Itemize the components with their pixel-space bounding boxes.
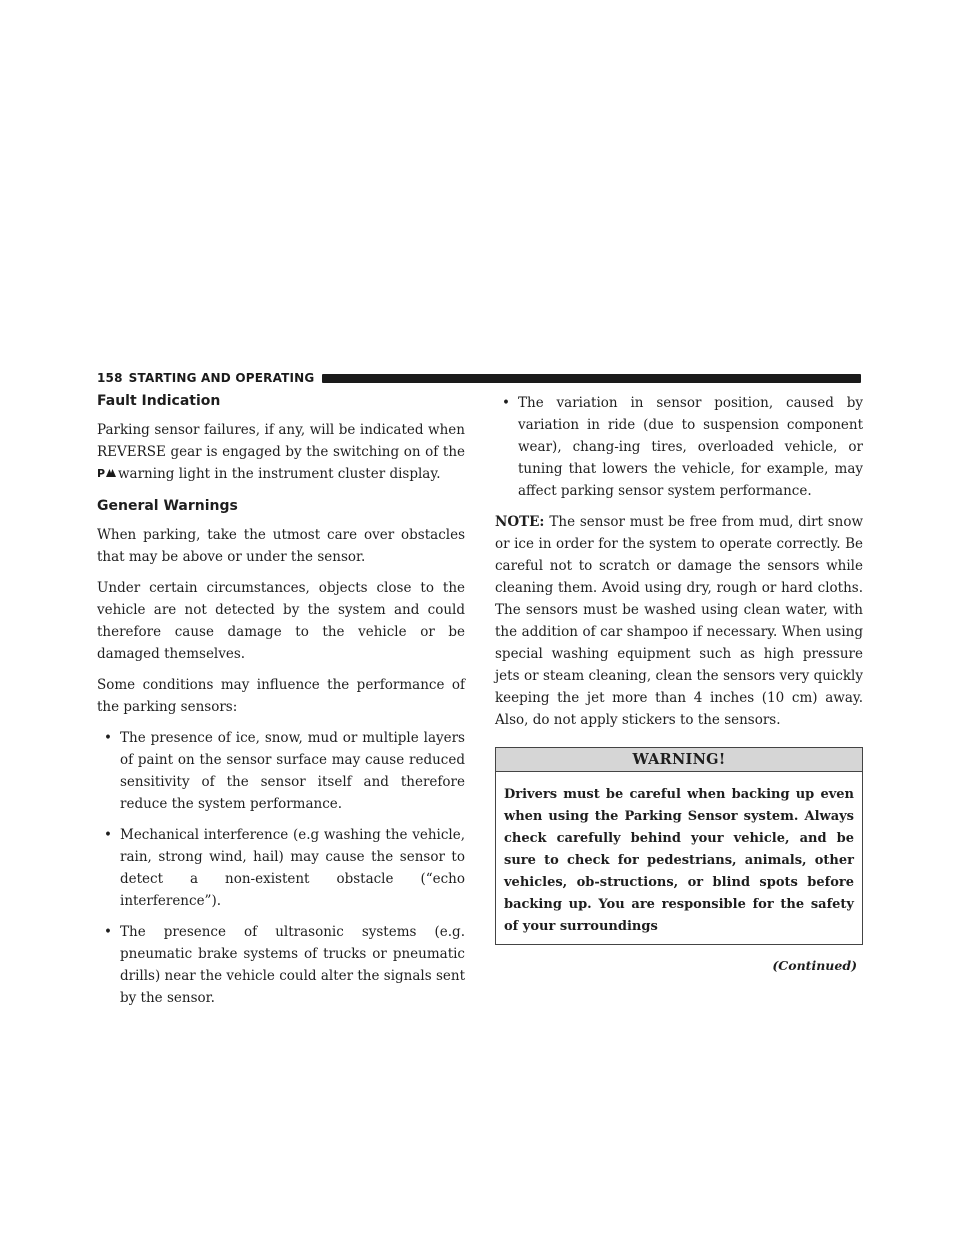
fault-indication-heading: Fault Indication bbox=[97, 393, 221, 409]
conditions-list-continued bbox=[495, 392, 863, 502]
list-item: • The presence of ultrasonic systems (e.g. pneumatic brake systems of trucks or pneumatic drills) near the vehicle could alter the signals sent by the sensor. bbox=[104, 924, 465, 1006]
note-label: NOTE: bbox=[495, 514, 545, 530]
page-number: 158 bbox=[97, 371, 123, 385]
paragraph-3: Some conditions may influence the performance of the parking sensors: bbox=[97, 677, 465, 715]
parking-sensor-warning-icon bbox=[97, 466, 117, 480]
fault-indication-text bbox=[97, 419, 465, 485]
list-item: • Mechanical interference (e.g washing the vehicle, rain, strong wind, hail) may cause the sensor to detect a non-existent obstacle (“echo interference”). bbox=[104, 827, 465, 909]
list-item: • The presence of ice, snow, mud or multiple layers of paint on the sensor surface may cause reduced sensitivity of the sensor itself and therefore reduce the system performance. bbox=[104, 730, 465, 812]
left-column bbox=[97, 392, 465, 1018]
fault-text-part2: warning light in the instrument cluster display. bbox=[118, 466, 441, 482]
section-title: STARTING AND OPERATING bbox=[128, 371, 315, 385]
warning-title: WARNING! bbox=[496, 748, 862, 772]
header-rule bbox=[322, 374, 861, 383]
paragraph-1: When parking, take the utmost care over obstacles that may be above or under the sensor. bbox=[97, 527, 465, 565]
note-text: The sensor must be free from mud, dirt snow or ice in order for the system to operate correctly. Be careful not to scratch or damage the sensors while cleaning them. Avoid using dry, rough or hard cloths. The sensors must be washed using clean water, with the addition of car shampoo if necessary. When using special washing equipment such as high pressure jets or steam cleaning, clean the sensors very quickly keeping the jet more than 4 inches (10 cm) away. Also, do not apply stickers to the sensors. bbox=[495, 514, 863, 728]
note-paragraph bbox=[495, 511, 863, 731]
page-header bbox=[97, 370, 861, 386]
list-item-text: The presence of ultrasonic systems (e.g. pneumatic brake systems of trucks or pneumatic drills) near the vehicle could alter the signals sent by the sensor. bbox=[120, 924, 465, 1006]
right-column bbox=[495, 392, 863, 973]
conditions-list bbox=[97, 727, 465, 1009]
list-item: • The variation in sensor position, caused by variation in ride (due to suspension component wear), chang-ing tires, overloaded vehicle, or tuning that lowers the vehicle, for example, may affect parking sensor system performance. bbox=[502, 395, 863, 499]
warning-box bbox=[495, 747, 863, 945]
list-item-text: The variation in sensor position, caused by variation in ride (due to suspension component wear), chang-ing tires, overloaded vehicle, or tuning that lowers the vehicle, for example, may affect parking sensor system performance. bbox=[518, 395, 863, 499]
fault-text-part1: Parking sensor failures, if any, will be indicated when REVERSE gear is engaged by the switching on of the bbox=[97, 422, 465, 460]
list-item-text: Mechanical interference (e.g washing the vehicle, rain, strong wind, hail) may cause the sensor to detect a non-existent obstacle (“echo interference”). bbox=[120, 827, 465, 909]
list-item-text: The presence of ice, snow, mud or multiple layers of paint on the sensor surface may cause reduced sensitivity of the sensor itself and therefore reduce the system performance. bbox=[120, 730, 465, 812]
svg-text:P: P bbox=[97, 467, 106, 480]
general-warnings-heading: General Warnings bbox=[97, 498, 238, 514]
warning-text: Drivers must be careful when backing up even when using the Parking Sensor system. Always check carefully behind your vehicle, and be sure to check for pedestrians, animals, other vehicles, ob-structions, or blind spots before backing up. You are responsible for the safety of your surroundings bbox=[504, 787, 854, 934]
paragraph-2: Under certain circumstances, objects close to the vehicle are not detected by the system and could therefore cause damage to the vehicle or be damaged themselves. bbox=[97, 580, 465, 662]
continued-label: (Continued) bbox=[772, 958, 857, 973]
